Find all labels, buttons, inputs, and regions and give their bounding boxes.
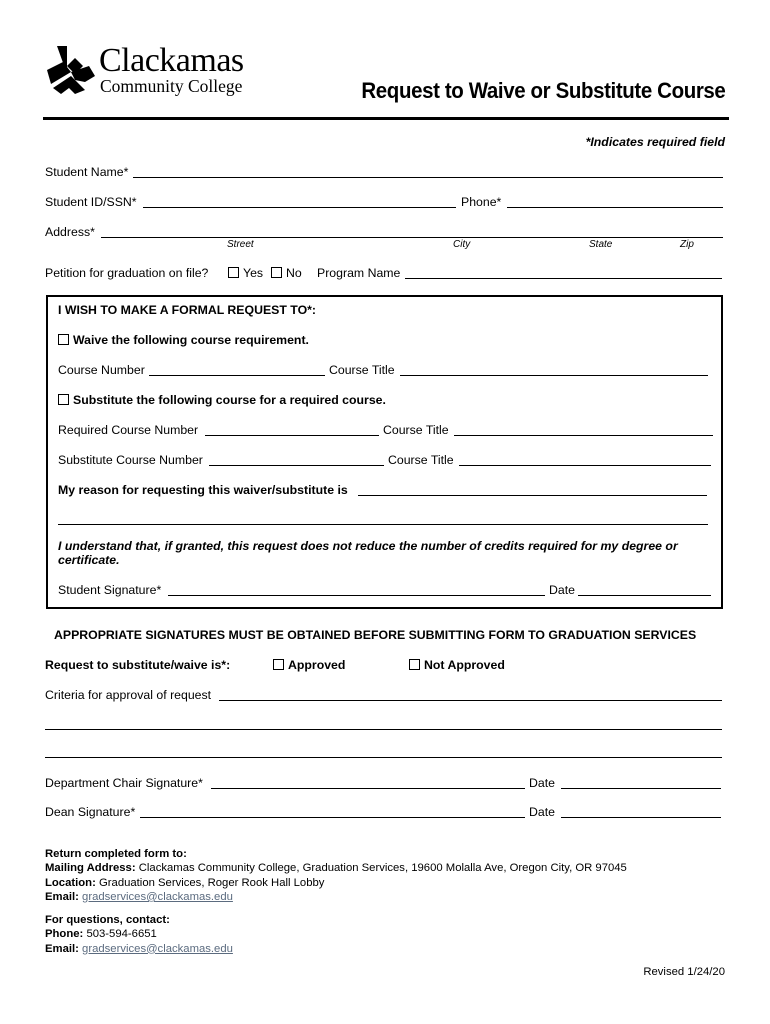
contact-email-row bbox=[45, 942, 233, 956]
substitute-checkbox[interactable] bbox=[58, 394, 69, 405]
contact-info bbox=[45, 913, 233, 956]
contact-phone-label: Phone: bbox=[45, 928, 84, 941]
course-title-label: Course Title bbox=[329, 363, 395, 377]
petition-no-option[interactable] bbox=[271, 267, 302, 279]
reason-field-line1[interactable] bbox=[358, 495, 707, 496]
required-course-number-label: Required Course Number bbox=[58, 423, 199, 437]
chair-signature-field[interactable] bbox=[211, 788, 525, 789]
substitute-course-title-label: Course Title bbox=[388, 453, 454, 467]
yes-label: Yes bbox=[243, 266, 264, 280]
required-course-number-field[interactable] bbox=[205, 435, 379, 436]
student-name-field[interactable] bbox=[133, 177, 723, 178]
student-signature-label: Student Signature* bbox=[58, 583, 162, 597]
reason-field-line2[interactable] bbox=[58, 524, 708, 525]
request-status-label: Request to substitute/waive is*: bbox=[45, 658, 231, 672]
student-id-field[interactable] bbox=[143, 207, 456, 208]
not-approved-label: Not Approved bbox=[424, 658, 505, 672]
substitute-course-number-label: Substitute Course Number bbox=[58, 453, 203, 467]
approved-option[interactable] bbox=[273, 659, 345, 671]
substitute-label: Substitute the following course for a required course. bbox=[73, 393, 386, 407]
address-field[interactable] bbox=[101, 237, 723, 238]
return-heading: Return completed form to: bbox=[45, 848, 187, 860]
location-row bbox=[45, 876, 627, 890]
street-caption: Street bbox=[227, 239, 254, 250]
chair-signature-label: Department Chair Signature* bbox=[45, 776, 203, 790]
request-heading: I WISH TO MAKE A FORMAL REQUEST TO*: bbox=[58, 303, 317, 317]
waive-option[interactable] bbox=[58, 334, 309, 346]
dean-signature-field[interactable] bbox=[140, 817, 525, 818]
reason-label: My reason for requesting this waiver/substitute is bbox=[58, 483, 348, 497]
student-date-field[interactable] bbox=[578, 595, 711, 596]
no-checkbox[interactable] bbox=[271, 267, 282, 278]
not-approved-option[interactable] bbox=[409, 659, 505, 671]
college-logo-mark bbox=[45, 44, 97, 98]
logo-line2: Community College bbox=[100, 76, 243, 96]
header-rule bbox=[43, 117, 729, 120]
criteria-field-line3[interactable] bbox=[45, 757, 722, 758]
program-name-field[interactable] bbox=[405, 278, 722, 279]
substitute-course-number-field[interactable] bbox=[209, 465, 384, 466]
college-logo bbox=[45, 44, 250, 100]
student-signature-field[interactable] bbox=[168, 595, 545, 596]
return-info bbox=[45, 847, 627, 904]
yes-checkbox[interactable] bbox=[228, 267, 239, 278]
course-number-label: Course Number bbox=[58, 363, 145, 377]
required-course-title-label: Course Title bbox=[383, 423, 449, 437]
not-approved-checkbox[interactable] bbox=[409, 659, 420, 670]
chair-date-field[interactable] bbox=[561, 788, 721, 789]
chair-date-label: Date bbox=[529, 776, 555, 790]
revised-date: Revised 1/24/20 bbox=[643, 966, 725, 978]
approved-label: Approved bbox=[288, 658, 346, 672]
location-value: Graduation Services, Roger Rook Hall Lobby bbox=[98, 876, 325, 889]
criteria-label: Criteria for approval of request bbox=[45, 688, 212, 702]
email-label: Email: bbox=[45, 890, 79, 903]
state-caption: State bbox=[589, 239, 613, 250]
student-name-label: Student Name* bbox=[45, 165, 129, 179]
required-course-title-field[interactable] bbox=[454, 435, 713, 436]
dean-signature-label: Dean Signature* bbox=[45, 805, 136, 819]
questions-heading: For questions, contact: bbox=[45, 914, 170, 926]
logo-line1: Clackamas bbox=[99, 42, 244, 79]
email-link[interactable]: gradservices@clackamas.edu bbox=[82, 890, 233, 903]
course-title-field[interactable] bbox=[400, 375, 708, 376]
student-date-label: Date bbox=[549, 583, 575, 597]
phone-label: Phone* bbox=[461, 195, 502, 209]
student-id-label: Student ID/SSN* bbox=[45, 195, 137, 209]
criteria-field-line2[interactable] bbox=[45, 729, 722, 730]
location-label: Location: bbox=[45, 876, 96, 889]
phone-field[interactable] bbox=[507, 207, 723, 208]
petition-yes-option[interactable] bbox=[228, 267, 263, 279]
course-number-field[interactable] bbox=[149, 375, 325, 376]
mailing-address-row bbox=[45, 861, 627, 875]
required-note: *Indicates required field bbox=[585, 135, 725, 149]
substitute-course-title-field[interactable] bbox=[459, 465, 711, 466]
criteria-field-line1[interactable] bbox=[219, 700, 722, 701]
mailing-label: Mailing Address: bbox=[45, 862, 136, 875]
email-row bbox=[45, 890, 627, 904]
understand-statement-line1: I understand that, if granted, this request does not reduce the number of credits required for my degree or bbox=[58, 539, 678, 553]
contact-email-link[interactable]: gradservices@clackamas.edu bbox=[82, 942, 233, 955]
signatures-notice: APPROPRIATE SIGNATURES MUST BE OBTAINED BEFORE SUBMITTING FORM TO GRADUATION SERVICES bbox=[54, 628, 697, 642]
contact-phone-row bbox=[45, 927, 233, 941]
waive-label: Waive the following course requirement. bbox=[73, 333, 309, 347]
dean-date-label: Date bbox=[529, 805, 555, 819]
approved-checkbox[interactable] bbox=[273, 659, 284, 670]
contact-phone-value: 503-594-6651 bbox=[86, 928, 157, 941]
no-label: No bbox=[286, 266, 302, 280]
program-name-label: Program Name bbox=[317, 266, 401, 280]
mailing-value: Clackamas Community College, Graduation Services, 19600 Molalla Ave, Oregon City, OR 97045 bbox=[138, 862, 627, 875]
understand-statement-line2: certificate. bbox=[58, 553, 120, 567]
city-caption: City bbox=[453, 239, 471, 250]
contact-email-label: Email: bbox=[45, 942, 79, 955]
dean-date-field[interactable] bbox=[561, 817, 721, 818]
petition-label: Petition for graduation on file? bbox=[45, 266, 209, 280]
address-label: Address* bbox=[45, 225, 95, 239]
zip-caption: Zip bbox=[680, 239, 694, 250]
substitute-option[interactable] bbox=[58, 394, 386, 406]
waive-checkbox[interactable] bbox=[58, 334, 69, 345]
page-title: Request to Waive or Substitute Course bbox=[360, 78, 725, 103]
